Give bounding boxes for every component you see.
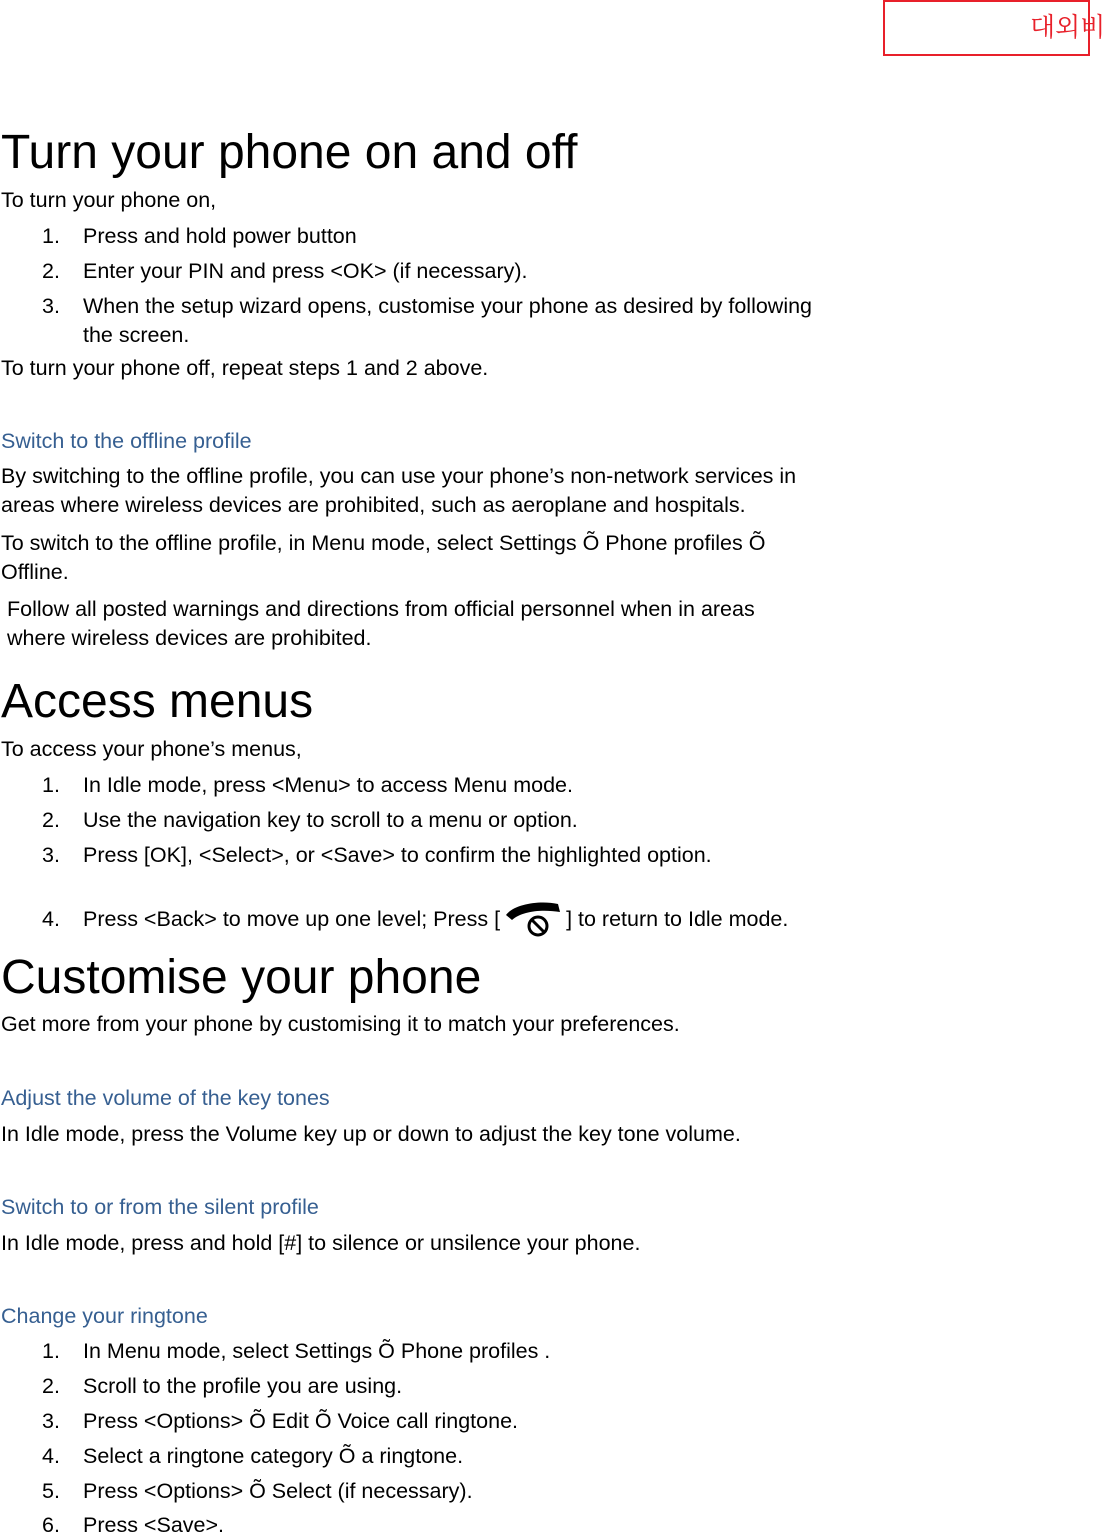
offline-para1-line2: areas where wireless devices are prohibited, such as aeroplane and hospitals. (1, 493, 746, 517)
list-item: 4. Press <Back> to move up one level; Press [ ] to return to Idle mode. (42, 898, 788, 938)
stamp-text: 대외비 (1030, 13, 1105, 43)
list-item: 3. Press [OK], <Select>, or <Save> to confirm the highlighted option. (42, 843, 712, 867)
warning-note-line2: where wireless devices are prohibited. (7, 626, 372, 650)
heading-key-tones: Adjust the volume of the key tones (1, 1086, 330, 1110)
list-item: 2. Use the navigation key to scroll to a menu or option. (42, 808, 578, 832)
list-item: 2. Scroll to the profile you are using. (42, 1374, 403, 1398)
confidential-stamp (883, 0, 1105, 56)
list-item: 3. Press <Options> Õ Edit Õ Voice call ringtone. (42, 1409, 518, 1433)
menus-intro: To access your phone’s menus, (1, 737, 302, 761)
list-item: 1. Press and hold power button (42, 224, 357, 248)
list-item: 3. When the setup wizard opens, customise your phone as desired by following the screen. (42, 294, 813, 347)
heading-offline-profile: Switch to the offline profile (1, 429, 252, 453)
end-call-key-icon (500, 898, 566, 938)
heading-silent-profile: Switch to or from the silent profile (1, 1195, 319, 1219)
turn-off-text: To turn your phone off, repeat steps 1 and 2 above. (1, 356, 489, 380)
list-item: 5. Press <Options> Õ Select (if necessary). (42, 1479, 473, 1503)
list-item: 1. In Menu mode, select Settings Õ Phone profiles . (42, 1339, 551, 1363)
list-item: 1. In Idle mode, press <Menu> to access Menu mode. (42, 773, 573, 797)
silent-profile-text: In Idle mode, press and hold [#] to silence or unsilence your phone. (1, 1231, 641, 1255)
offline-para2-line1: To switch to the offline profile, in Menu mode, select Settings Õ Phone profiles Õ (1, 531, 766, 555)
warning-note-line1: Follow all posted warnings and directions from official personnel when in areas (7, 597, 755, 621)
list-item: 6. Press <Save>. (42, 1513, 225, 1537)
list-item: 4. Select a ringtone category Õ a ringtone. (42, 1444, 464, 1468)
heading-turn-phone-on-off: Turn your phone on and off (1, 126, 578, 179)
turn-on-intro: To turn your phone on, (1, 188, 217, 212)
list-item: 2. Enter your PIN and press <OK> (if necessary). (42, 259, 528, 283)
key-tones-text: In Idle mode, press the Volume key up or down to adjust the key tone volume. (1, 1122, 741, 1146)
heading-ringtone: Change your ringtone (1, 1304, 208, 1328)
heading-customise-phone: Customise your phone (1, 951, 482, 1004)
offline-para2-line2: Offline. (1, 560, 69, 584)
customise-intro: Get more from your phone by customising it to match your preferences. (1, 1012, 680, 1036)
heading-access-menus: Access menus (1, 675, 314, 728)
offline-para1-line1: By switching to the offline profile, you can use your phone’s non-network services in (1, 464, 797, 488)
